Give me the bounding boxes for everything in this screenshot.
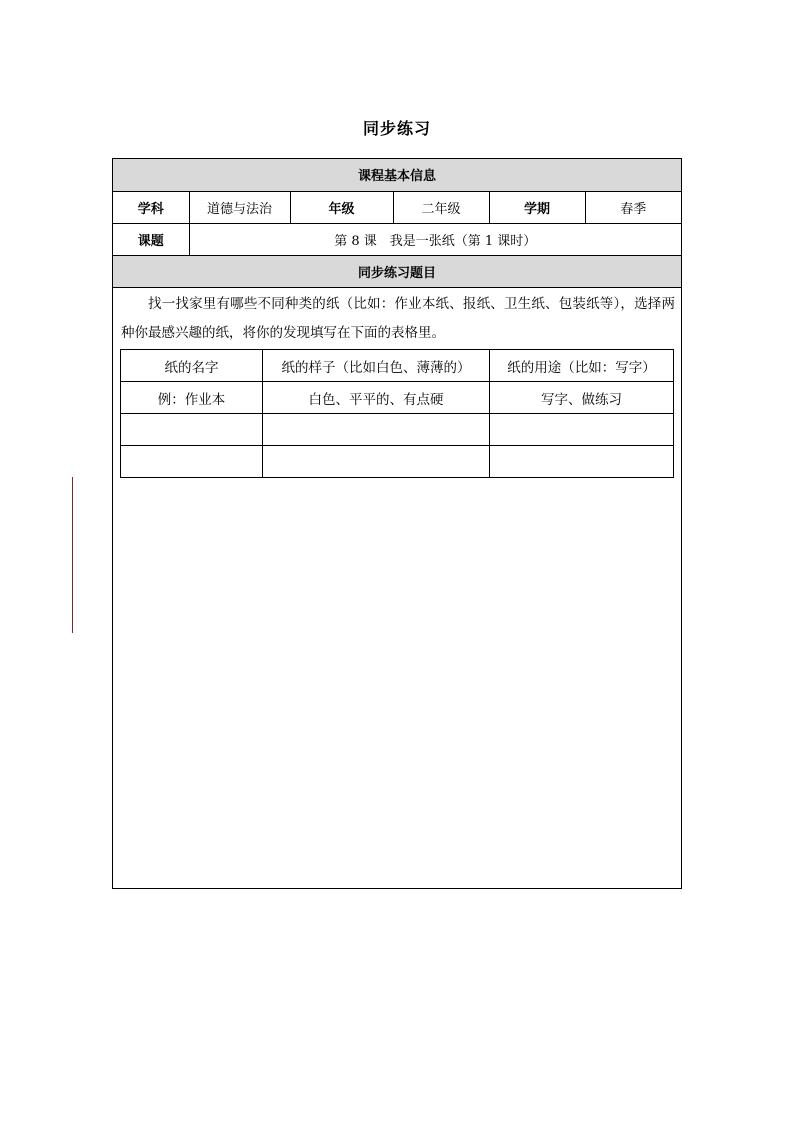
table-row	[121, 382, 674, 414]
topic-label: 课题	[113, 223, 189, 255]
table-header-row	[121, 350, 674, 382]
table-cell-blank[interactable]	[490, 446, 674, 478]
table-row[interactable]	[121, 446, 674, 478]
table-cell-blank[interactable]	[490, 414, 674, 446]
worksheet-frame	[112, 158, 682, 889]
semester-label: 学期	[489, 191, 585, 223]
topic-value: 第 8 课 我是一张纸（第 1 课时）	[189, 223, 681, 255]
exercise-header: 同步练习题目	[113, 255, 681, 287]
semester-value: 春季	[585, 191, 681, 223]
grade-value: 二年级	[393, 191, 489, 223]
subject-label: 学科	[113, 191, 189, 223]
table-cell-blank[interactable]	[121, 414, 263, 446]
exercise-instruction: 找一找家里有哪些不同种类的纸（比如：作业本纸、报纸、卫生纸、包装纸等），选择两种你最感兴趣的纸，将你的发现填写在下面的表格里。	[121, 295, 675, 341]
table-cell: 写字、做练习	[490, 382, 674, 414]
column-header-paper-look: 纸的样子（比如白色、薄薄的）	[263, 350, 490, 382]
table-cell-blank[interactable]	[121, 446, 263, 478]
column-header-paper-use: 纸的用途（比如：写字）	[490, 350, 674, 382]
column-header-paper-name: 纸的名字	[121, 350, 263, 382]
table-cell: 白色、平平的、有点硬	[263, 382, 490, 414]
paper-findings-table	[120, 349, 674, 478]
margin-line	[72, 477, 73, 633]
table-row[interactable]	[121, 414, 674, 446]
course-info-header: 课程基本信息	[113, 159, 681, 191]
grade-label: 年级	[290, 191, 393, 223]
table-cell: 例：作业本	[121, 382, 263, 414]
table-cell-blank[interactable]	[263, 446, 490, 478]
table-cell-blank[interactable]	[263, 414, 490, 446]
subject-value: 道德与法治	[189, 191, 290, 223]
course-info-table	[113, 159, 681, 288]
page-title: 同步练习	[362, 119, 431, 138]
